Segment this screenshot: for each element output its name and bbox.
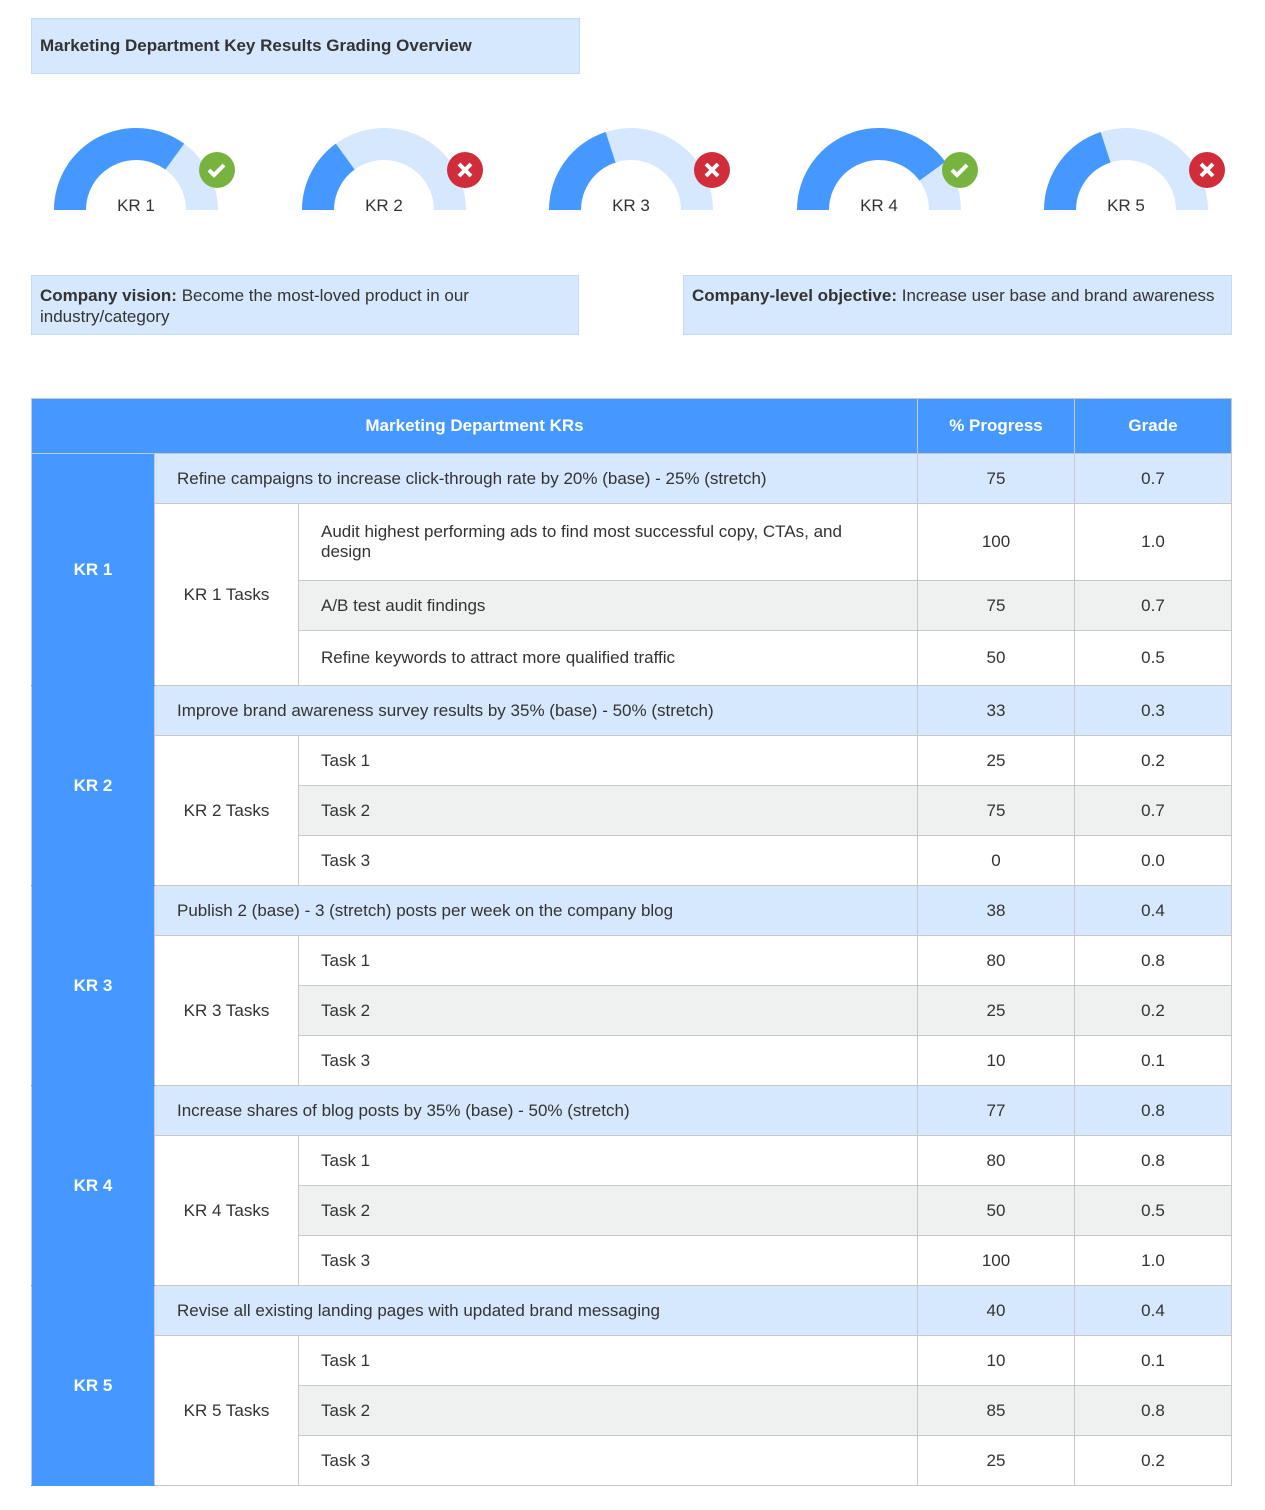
kr-label: KR 4 [32,1086,155,1286]
company-objective [683,275,1232,335]
vision-label: Company vision: [40,286,177,305]
gauge-kr-3 [549,120,749,230]
check-icon [199,152,235,188]
task-progress: 100 [918,1236,1075,1286]
gauge-label: KR 5 [1107,196,1145,215]
task-progress: 80 [918,936,1075,986]
task-progress: 25 [918,1436,1075,1486]
kr-row [32,886,1232,936]
task-row [32,1136,1232,1186]
header-krs: Marketing Department KRs [32,399,918,454]
company-vision [31,275,579,335]
task-name: Task 2 [299,986,918,1036]
kr-description: Revise all existing landing pages with updated brand messaging [155,1286,918,1336]
task-name: Audit highest performing ads to find most successful copy, CTAs, and design [299,504,918,581]
task-progress: 80 [918,1136,1075,1186]
task-name: Refine keywords to attract more qualified traffic [299,631,918,686]
check-icon [942,152,978,188]
x-icon [447,152,483,188]
kr-grade: 0.4 [1075,886,1232,936]
task-grade: 0.8 [1075,1136,1232,1186]
task-grade: 1.0 [1075,504,1232,581]
task-name: Task 1 [299,936,918,986]
objective-label: Company-level objective: [692,286,898,305]
kr-row [32,454,1232,504]
task-name: Task 1 [299,1136,918,1186]
task-grade: 0.8 [1075,1386,1232,1436]
gauge-kr-4 [797,120,997,230]
kr-row [32,1286,1232,1336]
kr-description: Refine campaigns to increase click-through rate by 20% (base) - 25% (stretch) [155,454,918,504]
objective-text: Increase user base and brand awareness [901,286,1215,305]
task-progress: 25 [918,736,1075,786]
task-grade: 0.5 [1075,1186,1232,1236]
gauge-label: KR 2 [365,196,403,215]
kr-progress: 77 [918,1086,1075,1136]
tasks-label: KR 4 Tasks [155,1136,299,1286]
x-icon [694,152,730,188]
kr-grade: 0.3 [1075,686,1232,736]
task-grade: 0.5 [1075,631,1232,686]
kr-grade: 0.4 [1075,1286,1232,1336]
kr-description: Improve brand awareness survey results by 35% (base) - 50% (stretch) [155,686,918,736]
task-grade: 0.0 [1075,836,1232,886]
task-progress: 25 [918,986,1075,1036]
task-name: Task 1 [299,1336,918,1386]
x-icon [1189,152,1225,188]
tasks-label: KR 1 Tasks [155,504,299,686]
task-name: Task 3 [299,1036,918,1086]
kr-label: KR 2 [32,686,155,886]
task-row [32,736,1232,786]
page-title: Marketing Department Key Results Grading Overview [31,18,580,74]
kr-row [32,686,1232,736]
gauge-kr-2 [302,120,502,230]
task-progress: 100 [918,504,1075,581]
task-grade: 0.1 [1075,1036,1232,1086]
task-name: Task 1 [299,736,918,786]
kr-progress: 40 [918,1286,1075,1336]
task-name: Task 3 [299,1436,918,1486]
task-name: Task 2 [299,1186,918,1236]
task-row [32,504,1232,581]
tasks-label: KR 2 Tasks [155,736,299,886]
kr-progress: 33 [918,686,1075,736]
kr-label: KR 3 [32,886,155,1086]
kr-grade: 0.8 [1075,1086,1232,1136]
task-grade: 1.0 [1075,1236,1232,1286]
task-row [32,1336,1232,1386]
kr-label: KR 5 [32,1286,155,1486]
kr-row [32,1086,1232,1136]
vision-text: Become the most-loved product in our industry/category [40,286,469,326]
task-name: A/B test audit findings [299,581,918,631]
task-grade: 0.7 [1075,581,1232,631]
task-grade: 0.8 [1075,936,1232,986]
task-progress: 75 [918,786,1075,836]
gauge-label: KR 4 [860,196,898,215]
task-progress: 85 [918,1386,1075,1436]
task-grade: 0.7 [1075,786,1232,836]
task-name: Task 2 [299,786,918,836]
task-name: Task 3 [299,836,918,886]
header-progress: % Progress [918,399,1075,454]
task-grade: 0.2 [1075,736,1232,786]
task-grade: 0.2 [1075,986,1232,1036]
kr-progress: 38 [918,886,1075,936]
task-progress: 50 [918,631,1075,686]
kr-grade: 0.7 [1075,454,1232,504]
gauge-kr-5 [1044,120,1244,230]
kr-progress: 75 [918,454,1075,504]
task-progress: 10 [918,1036,1075,1086]
gauge-kr-1 [54,120,254,230]
tasks-label: KR 3 Tasks [155,936,299,1086]
task-name: Task 2 [299,1386,918,1436]
kr-table [31,398,1232,1486]
task-progress: 50 [918,1186,1075,1236]
task-progress: 10 [918,1336,1075,1386]
task-name: Task 3 [299,1236,918,1286]
header-grade: Grade [1075,399,1232,454]
task-row [32,936,1232,986]
tasks-label: KR 5 Tasks [155,1336,299,1486]
kr-label: KR 1 [32,454,155,686]
task-grade: 0.1 [1075,1336,1232,1386]
task-grade: 0.2 [1075,1436,1232,1486]
gauge-label: KR 3 [612,196,650,215]
task-progress: 0 [918,836,1075,886]
kr-description: Increase shares of blog posts by 35% (base) - 50% (stretch) [155,1086,918,1136]
gauge-label: KR 1 [117,196,155,215]
kr-description: Publish 2 (base) - 3 (stretch) posts per week on the company blog [155,886,918,936]
task-progress: 75 [918,581,1075,631]
